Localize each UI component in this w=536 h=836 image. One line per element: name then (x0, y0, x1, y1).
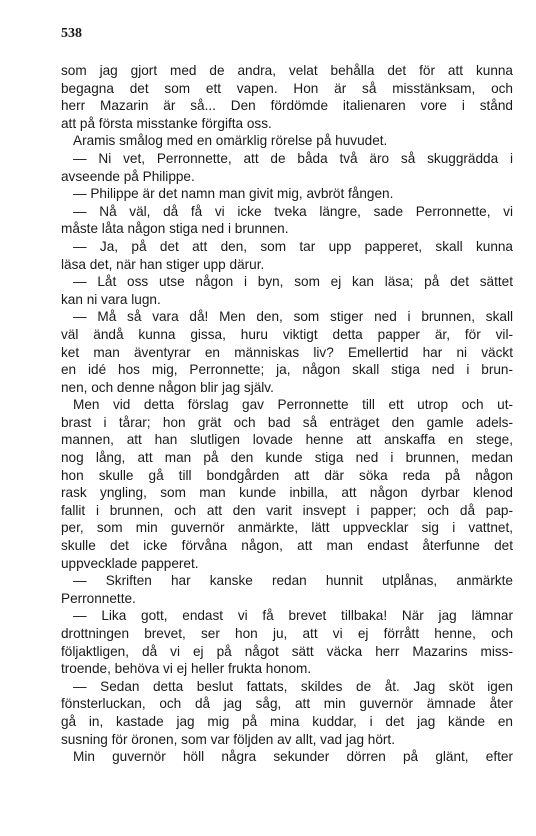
text-line: nog lång, att man på den kunde stiga ned i brunnen, medan (61, 450, 513, 466)
book-page (61, 24, 513, 766)
text-line: brast i tårar; hon grät och bad så enträget den gamle adels- (61, 414, 513, 430)
text-line: kan ni vara lugn. (61, 291, 161, 307)
text-line: rask yngling, som man kunde inbilla, att någon dyrbar klenod (61, 485, 513, 501)
text-line: avseende på Philippe. (61, 168, 195, 184)
text-line: uppvecklade papperet. (61, 555, 199, 571)
text-line: Perronnette. (61, 590, 136, 606)
text-line: en idé hos mig, Perronnette; ja, någon skall stiga ned i brun- (61, 362, 513, 378)
text-line: hon skulle gå till bondgården att där söka reda på någon (61, 467, 513, 483)
text-line: nen, och denne någon blir jag själv. (61, 379, 274, 395)
text-line: fallit i brunnen, och att den varit insvept i papper; och då pap- (61, 502, 513, 518)
text-line: — Ni vet, Perronnette, att de båda två äro så skuggrädda i (73, 150, 513, 166)
text-line: som jag gjort med de andra, velat behålla det för att kunna (61, 63, 513, 78)
text-line: per, som min guvernör anmärkte, lätt uppvecklar sig i vattnet, (61, 520, 513, 536)
text-line: — Må så vara då! Men den, som stiger ned i brunnen, skall (73, 309, 513, 325)
text-line: susning för öronen, som var följden av allt, vad jag hört. (61, 731, 395, 747)
text-line: måste låta någon stiga ned i brunnen. (61, 221, 289, 237)
text-line: — Lika gott, endast vi få brevet tillbaka! När jag lämnar (73, 608, 513, 624)
text-line: ket man äventyrar en människas liv? Emellertid har ni väckt (61, 344, 513, 360)
text-line: följaktligen, då vi ej på något sätt väcka herr Mazarins miss- (61, 643, 513, 659)
text-line: drottningen brevet, ser hon ju, att vi ej förrått henne, och (61, 626, 513, 641)
text-line: troende, behöva vi ej heller frukta honom. (61, 661, 312, 677)
text-line: herr Mazarin är så... Den fördömde italienaren vore i stånd (61, 98, 513, 114)
text-line: fönsterluckan, och då jag såg, att min guvernör ämnade åter (61, 696, 513, 712)
text-line: Aramis smålog med en omärklig rörelse på huvudet. (73, 133, 388, 149)
text-line: — Låt oss utse någon i byn, som ej kan läsa; på det sättet (73, 274, 513, 290)
text-line: skulle det icke förvåna någon, att man endast återfunne det (61, 538, 513, 554)
text-line: mannen, att han slutligen lovade henne att anskaffa en stege, (61, 432, 513, 448)
text-line: gå in, kastade jag mig på mina kuddar, i det jag kände en (61, 713, 513, 729)
text-line: Men vid detta förslag gav Perronnette till ett utrop och ut- (73, 397, 513, 413)
text-line: — Sedan detta beslut fattats, skildes de åt. Jag sköt igen (73, 678, 513, 694)
text-line: begagna det som ett vapen. Hon är så misstänksam, och (61, 80, 513, 96)
text-line: — Philippe är det namn man givit mig, avbröt fången. (73, 186, 394, 202)
text-line: — Ja, på det att den, som tar upp papperet, skall kunna (73, 238, 513, 254)
text-line: Min guvernör höll några sekunder dörren på glänt, efter (73, 749, 513, 765)
text-line: — Skriften har kanske redan hunnit utplånas, anmärkte (73, 573, 513, 589)
text-line: att på första misstanke förgifta oss. (61, 115, 272, 131)
body-text (61, 62, 513, 766)
text-line: väl ändå kunna gissa, huru viktigt detta papper är, för vil- (61, 326, 513, 342)
text-line: — Nå väl, då få vi icke tveka längre, sade Perronnette, vi (73, 203, 513, 219)
text-line: läsa det, när han stiger upp därur. (61, 256, 265, 272)
page-number: 538 (61, 26, 82, 41)
